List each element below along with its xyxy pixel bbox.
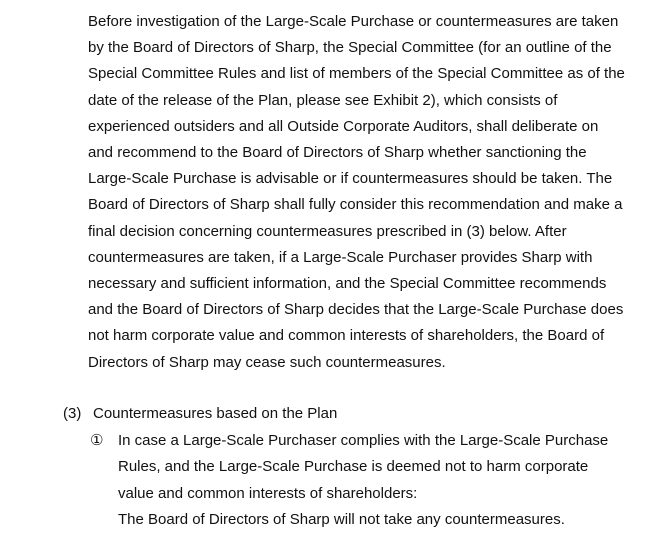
paragraph-line: not harm corporate value and common interests of shareholders, the Board of — [88, 327, 605, 345]
paragraph-line: Before investigation of the Large-Scale Purchase or countermeasures are taken — [88, 13, 619, 30]
paragraph-line: Board of Directors of Sharp shall fully consider this recommendation and make a — [88, 196, 623, 214]
paragraph-line: Large-Scale Purchase is advisable or if countermeasures should be taken. The — [88, 170, 613, 188]
paragraph-line: by the Board of Directors of Sharp, the Special Committee (for an outline of the — [88, 39, 612, 57]
body-paragraph — [88, 9, 628, 376]
section-title: Countermeasures based on the Plan — [93, 405, 338, 422]
paragraph-line: Special Committee Rules and list of members of the Special Committee as of the — [88, 65, 625, 83]
circled-number-marker: ① — [90, 432, 104, 449]
paragraph-line: date of the release of the Plan, please see Exhibit 2), which consists of — [88, 91, 558, 109]
list-item-body — [118, 428, 608, 533]
list-item-line: value and common interests of shareholders: — [118, 484, 418, 502]
list-item-line: The Board of Directors of Sharp will not take any countermeasures. — [118, 510, 565, 528]
paragraph-line: and recommend to the Board of Directors of Sharp whether sanctioning the — [88, 144, 587, 162]
paragraph-line: final decision concerning countermeasures prescribed in (3) below. After — [88, 222, 567, 240]
paragraph-line: Directors of Sharp may cease such countermeasures. — [88, 353, 446, 371]
section-heading — [63, 401, 337, 427]
paragraph-line: necessary and sufficient information, and the Special Committee recommends — [88, 275, 607, 293]
list-item-line: Rules, and the Large-Scale Purchase is deemed not to harm corporate — [118, 458, 589, 476]
section-number: (3) — [63, 405, 82, 422]
paragraph-line: countermeasures are taken, if a Large-Scale Purchaser provides Sharp with — [88, 248, 593, 266]
list-item-line: In case a Large-Scale Purchaser complies with the Large-Scale Purchase — [118, 432, 609, 449]
paragraph-line: and the Board of Directors of Sharp decides that the Large-Scale Purchase does — [88, 301, 624, 319]
paragraph-line: experienced outsiders and all Outside Corporate Auditors, shall deliberate on — [88, 117, 599, 135]
